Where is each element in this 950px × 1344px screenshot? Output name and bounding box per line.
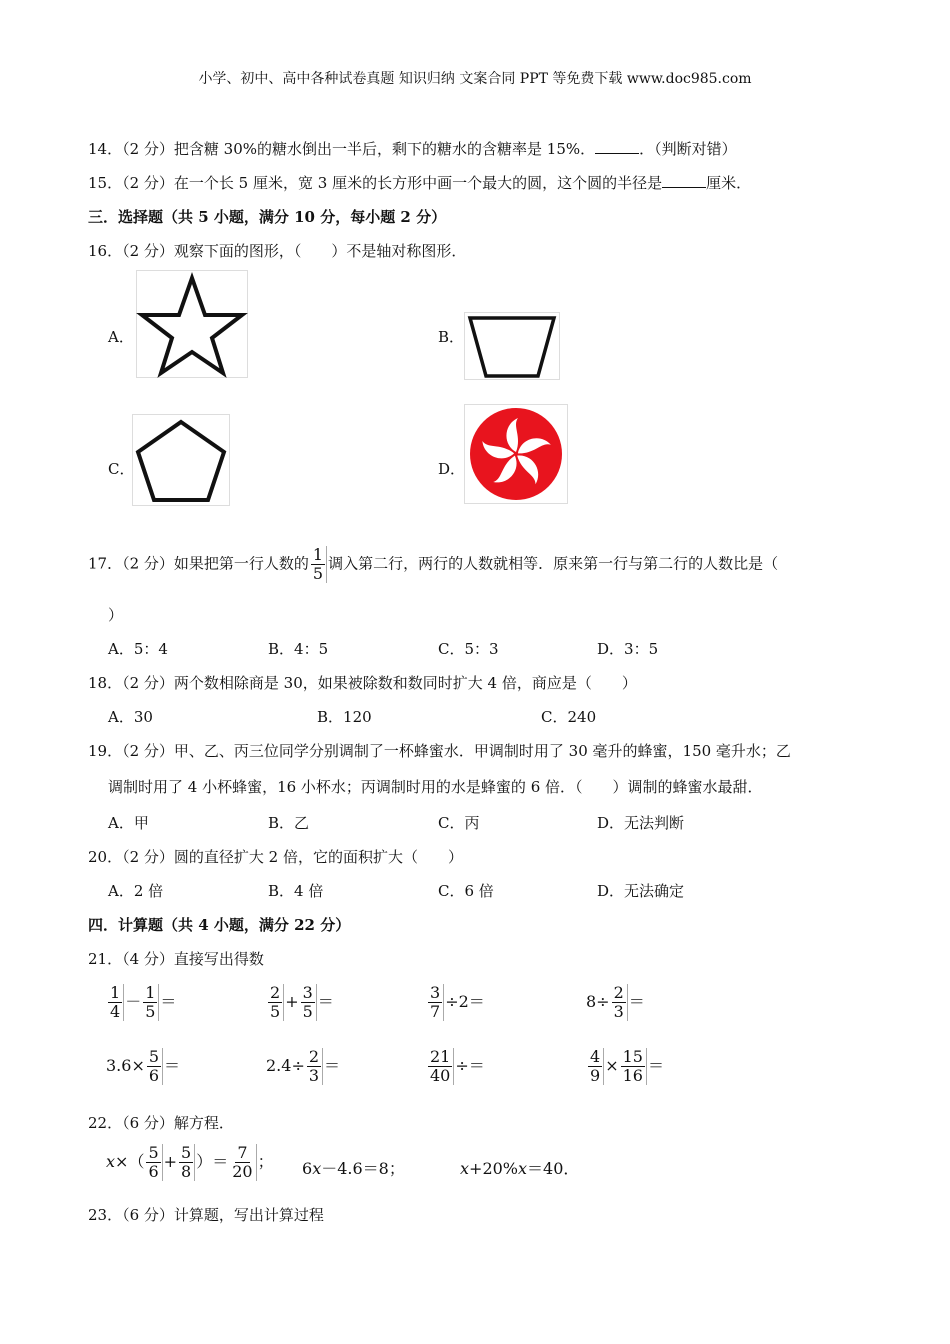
question-19: 19．（2 分）甲、乙、丙三位同学分别调制了一杯蜂蜜水．甲调制时用了 30 毫升的蜂蜜，150 毫升水；乙 — [88, 742, 791, 760]
expr-5: 3.6× $\frac{5}{6}$ ＝ — [106, 1047, 181, 1085]
option-b[interactable]: B．4：5 — [268, 640, 329, 658]
option-c[interactable]: C．240 — [541, 708, 597, 726]
option-d[interactable]: D．3：5 — [597, 640, 659, 658]
question-15: 15．（2 分）在一个长 5 厘米，宽 3 厘米的长方形中画一个最大的圆，这个圆的半径是 厘米． — [88, 174, 752, 192]
option-c[interactable]: C．丙 — [438, 814, 480, 832]
option-a[interactable]: A．2 倍 — [108, 882, 164, 900]
option-b[interactable]: B．4 倍 — [268, 882, 324, 900]
option-c-label[interactable]: C． — [108, 460, 135, 478]
question-18: 18．（2 分）两个数相除商是 30，如果被除数和数同时扩大 4 倍，商应是（ ） — [88, 674, 637, 692]
option-b[interactable]: B．乙 — [268, 814, 310, 832]
equation-1: x×（ $\frac{5}{6}$ + $\frac{5}{8}$ ）＝ $\frac{7}{20}$ ； — [106, 1143, 274, 1181]
expr-2: $\frac{2}{5}$ + $\frac{3}{5}$ ＝ — [266, 984, 334, 1021]
question-19-line2: 调制时用了 4 小杯蜂蜜，16 小杯水；丙调制时用的水是蜂蜜的 6 倍．（ ）调制的蜂蜜水最甜． — [108, 778, 763, 796]
expr-7: $\frac{21}{40}$ ÷＝ — [426, 1048, 485, 1085]
question-16: 16．（2 分）观察下面的图形，（ ）不是轴对称图形． — [88, 242, 467, 260]
question-22: 22．（6 分）解方程． — [88, 1114, 234, 1132]
section-3-title: 三．选择题（共 5 小题，满分 10 分，每小题 2 分） — [88, 208, 447, 226]
option-d-label[interactable]: D． — [438, 460, 466, 478]
trapezoid-shape[interactable] — [464, 312, 560, 380]
option-d[interactable]: D．无法确定 — [597, 882, 685, 900]
option-a[interactable]: A．5：4 — [108, 640, 168, 658]
pentagon-shape[interactable] — [132, 414, 230, 506]
fraction: $\frac{1}{5}$ — [310, 546, 327, 583]
star-shape[interactable] — [136, 270, 248, 378]
expr-8: $\frac{4}{9}$ × $\frac{15}{16}$ ＝ — [586, 1048, 664, 1085]
option-d[interactable]: D．无法判断 — [597, 814, 685, 832]
option-c[interactable]: C．6 倍 — [438, 882, 494, 900]
option-a-label[interactable]: A． — [108, 328, 134, 346]
expr-4: 8÷ $\frac{2}{3}$ ＝ — [586, 983, 645, 1021]
question-17: 17．（2 分）如果把第一行人数的 $\frac{1}{5}$ 调入第二行，两行的人数就相等．原来第一行与第二行的人数比是（ — [88, 545, 779, 583]
question-23: 23．（6 分）计算题，写出计算过程 — [88, 1206, 324, 1224]
question-20: 20．（2 分）圆的直径扩大 2 倍，它的面积扩大（ ） — [88, 848, 463, 866]
page-header: 小学、初中、高中各种试卷真题 知识归纳 文案合同 PPT 等免费下载 www.doc985.com — [198, 71, 752, 87]
option-b-label[interactable]: B． — [438, 328, 465, 346]
answer-blank[interactable] — [662, 173, 706, 188]
expr-6: 2.4÷ $\frac{2}{3}$ ＝ — [266, 1047, 341, 1085]
question-21: 21．（4 分）直接写出得数 — [88, 950, 264, 968]
question-17-close: ） — [108, 606, 124, 624]
option-a[interactable]: A．甲 — [108, 814, 149, 832]
question-14: 14．（2 分）把含糖 30%的糖水倒出一半后，剩下的糖水的含糖率是 15%． ．（判断对错） — [88, 140, 737, 158]
option-a[interactable]: A．30 — [108, 708, 153, 726]
option-b[interactable]: B．120 — [317, 708, 372, 726]
equation-3: x+20%x＝40． — [460, 1159, 580, 1178]
bauhinia-flag-shape[interactable] — [464, 404, 568, 504]
section-4-title: 四．计算题（共 4 小题，满分 22 分） — [88, 916, 351, 934]
expr-1: $\frac{1}{4}$ － $\frac{1}{5}$ ＝ — [106, 984, 176, 1021]
option-c[interactable]: C．5：3 — [438, 640, 499, 658]
expr-3: $\frac{3}{7}$ ÷2＝ — [426, 984, 485, 1021]
answer-blank[interactable] — [595, 139, 639, 154]
equation-2: 6x－4.6＝8； — [302, 1159, 405, 1178]
